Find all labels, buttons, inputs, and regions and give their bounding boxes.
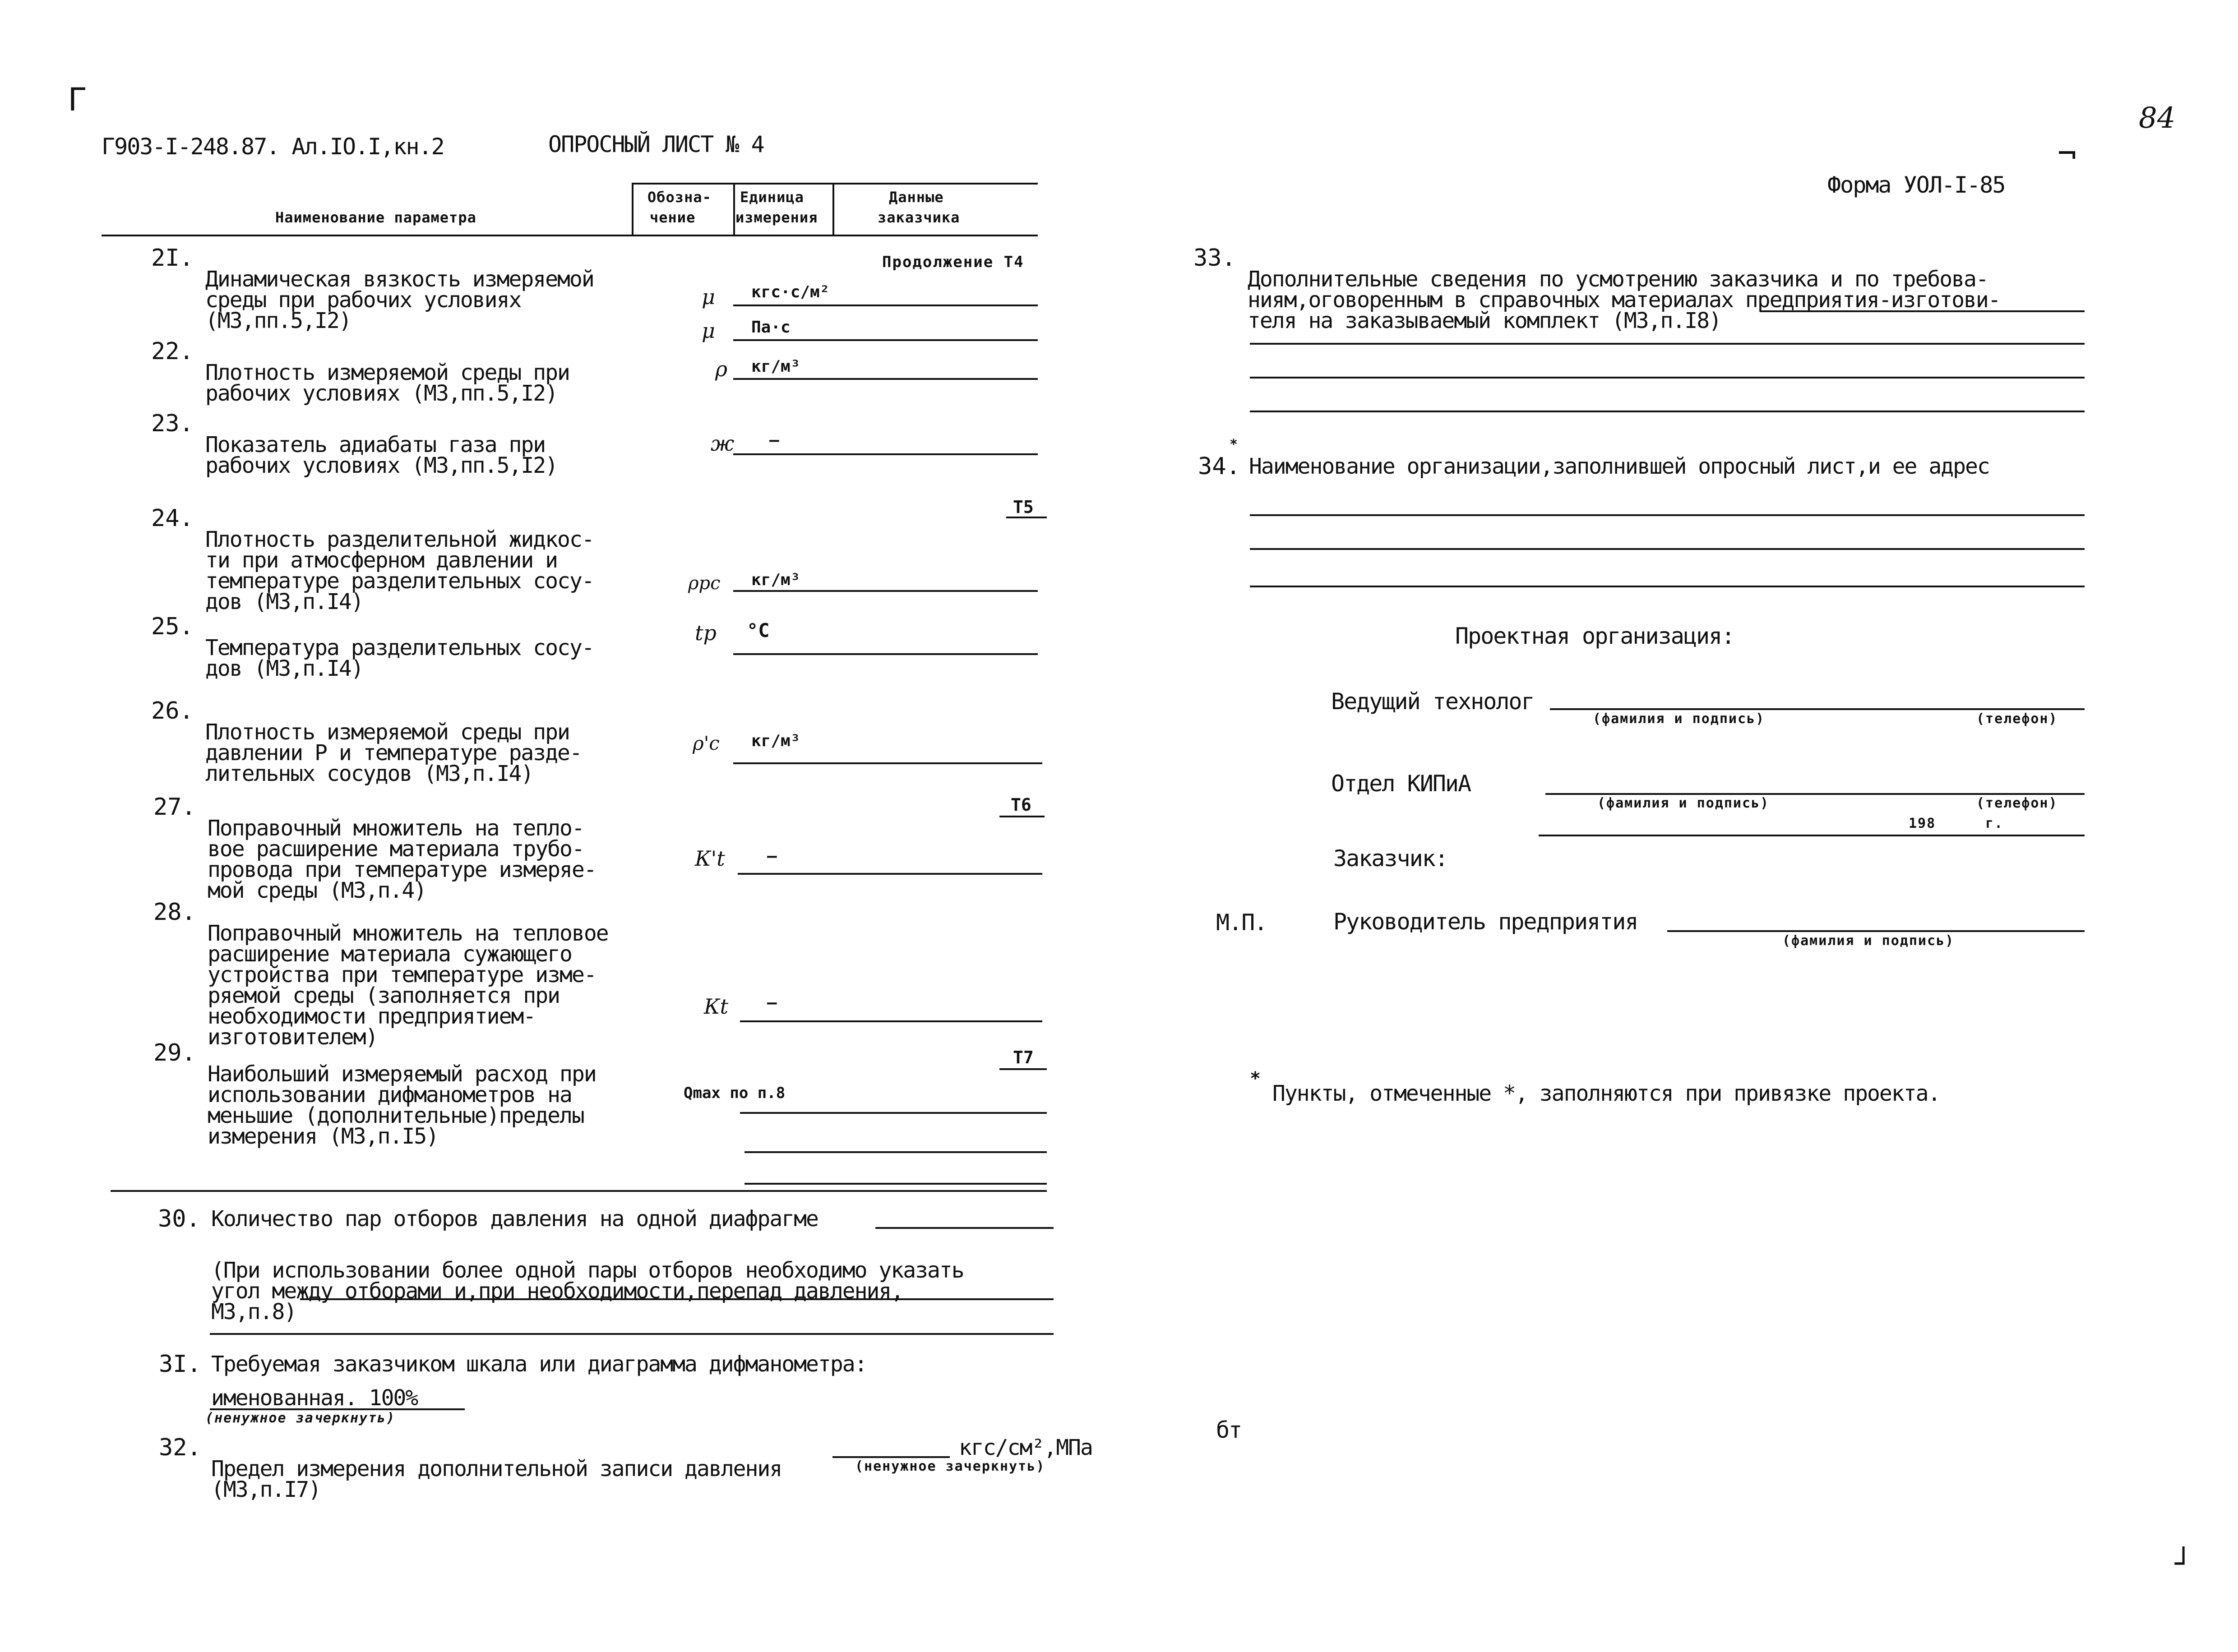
year-value: 198 [1909,816,1936,831]
table-ref-t7-underline [999,1068,1047,1070]
table-col-divider-3 [832,183,834,235]
field-line-date[interactable] [1539,835,2085,836]
item-23-line-2: рабочих условиях (МЗ,пп.5,I2) [205,453,558,478]
item-29-line-4: измерения (МЗ,п.I5) [208,1124,439,1149]
lead-tech-fio-caption: (фамилия и подпись) [1593,711,1765,727]
value-kt-prime: – [767,847,777,865]
lead-tech-label: Ведущий технолог [1331,688,1534,715]
item-30-line-1: (При использовании более одной пары отборов необходимо указать [211,1258,964,1283]
field-line-item-32[interactable] [832,1456,950,1458]
field-line-item-30[interactable] [875,1227,1054,1229]
item-28-line-6: изготовителем) [208,1024,378,1050]
symbol-tp: tр [695,621,717,645]
item-29-line-2: использовании дифманометров на [208,1082,572,1107]
field-line-item-33-d[interactable] [1250,411,2085,412]
field-line-item-30-b[interactable] [300,1298,1054,1300]
item-25-line-1: Температура разделительных сосу- [205,635,594,660]
col-header-data-1: Данные [889,189,944,206]
item-21-line-3: (МЗ,пп.5,I2) [205,308,351,333]
table-ref-t5-underline [1006,517,1047,518]
item-24-line-3: температуре разделительных сосу- [205,568,594,594]
col-header-unit-2: измерения [735,209,818,226]
item-22-line-1: Плотность измеряемой среды при [205,360,569,385]
item-23-number: 23. [151,410,194,437]
section-divider [111,1190,1047,1192]
field-line-rho-pc[interactable] [733,590,1038,592]
item-21-line-2: среды при рабочих условиях [205,287,521,313]
item-27-line-4: мой среды (МЗ,п.4) [208,878,426,903]
item-33-line-2: ниям,оговоренным в справочных материалах предприятия-изготови- [1248,287,2000,313]
item-26-line-2: давлении Р и температуре разде- [205,740,582,766]
item-27-number: 27. [153,794,196,821]
kip-dept-label: Отдел КИПиА [1331,771,1471,797]
col-header-symbol-1: Обозна- [647,189,712,206]
table-top-line [632,183,1038,185]
field-line-kt[interactable] [740,1020,1042,1022]
symbol-rho-c: ρ'с [693,732,720,754]
field-line-kt-prime[interactable] [738,873,1042,875]
symbol-kt: Кt [704,994,729,1019]
item-21-number: 2I. [151,245,194,272]
col-header-symbol-2: чение [650,209,696,226]
item-21-line-1: Динамическая вязкость измеряемой [205,267,594,292]
col-header-unit-1: Единица [740,189,804,206]
item-31-value: именованная. 100% [211,1385,418,1411]
continuation-label: Продолжение Т4 [882,253,1024,271]
form-code: Форма УОЛ-I-85 [1827,172,2005,198]
item-23-line-1: Показатель адиабаты газа при [205,432,546,457]
field-line-item-34-a[interactable] [1250,514,2085,516]
item-22-number: 22. [151,338,194,365]
item-25-line-2: дов (МЗ,п.I4) [205,656,363,681]
item-24-line-4: дов (МЗ,п.I4) [205,589,363,614]
symbol-mu-1: μ [702,285,715,309]
table-ref-t6: Т6 [1011,795,1031,815]
table-ref-t7: Т7 [1013,1047,1034,1067]
footnote-star: * [1250,1068,1262,1089]
item-22-line-2: рабочих условиях (МЗ,пп.5,I2) [205,381,558,406]
year-suffix: г. [1985,816,2004,831]
bottom-mark: бт [1216,1417,1242,1443]
item-28-line-1: Поправочный множитель на тепловое [208,921,608,946]
table-col-divider-2 [733,183,735,235]
item-26-text [205,700,582,806]
item-27-line-3: провода при температуре измеряе- [208,857,596,882]
table-ref-t5: Т5 [1013,497,1034,517]
item-32-text [211,1437,781,1522]
item-28-line-4: ряемой среды (заполняется при [208,983,560,1008]
unit-tp: °С [747,619,770,641]
item-30-title: Количество пар отборов давления на одной диафрагме [211,1206,818,1232]
field-line-mu-2[interactable] [733,339,1038,341]
lead-tech-phone-caption: (телефон) [1976,711,2058,727]
mp-label: М.П. [1216,909,1267,936]
item-25-text [205,616,594,701]
item-23-text [205,413,557,498]
field-line-item-34-c[interactable] [1250,586,2085,587]
field-line-head[interactable] [1667,930,2085,932]
field-line-item-33-c[interactable] [1250,377,2085,378]
item-26-line-3: лительных сосудов (МЗ,п.I4) [205,761,533,786]
item-34-title: Наименование организации,заполнившей опросный лист,и ее адрес [1249,454,1989,479]
table-ref-t6-underline [999,816,1045,817]
item-26-line-1: Плотность измеряемой среды при [205,720,569,745]
field-line-item-34-b[interactable] [1250,548,2085,550]
design-org-label: Проектная организация: [1455,623,1734,649]
corner-mark-top-left: Г [68,81,87,118]
field-line-rho-c[interactable] [733,762,1042,764]
unit-mu-2: Па·с [751,318,791,337]
item-31-note: (ненужное зачеркнуть) [205,1410,396,1426]
item-29-number: 29. [153,1039,196,1066]
item-34-number: 34. [1198,453,1240,480]
item-33-number: 33. [1193,245,1236,272]
corner-mark-top-right: ¬ [2058,135,2077,172]
field-line-qmax-1[interactable] [740,1112,1047,1114]
item-33-line-3: теля на заказываемый комплект (МЗ,п.I8) [1248,308,1721,333]
item-24-number: 24. [151,505,194,532]
unit-rho-pc: кг/м³ [751,571,800,589]
table-col-divider-1 [632,183,633,235]
unit-rho: кг/м³ [751,357,800,376]
symbol-mu-2: μ [702,318,715,343]
field-line-tp[interactable] [733,653,1038,655]
field-line-item-33-a[interactable] [1760,310,2085,312]
symbol-kt-prime: К't [695,846,725,871]
doc-code: Г903-I-248.87. Ал.IO.I,кн.2 [102,134,444,160]
item-32-note: (ненужное зачеркнуть) [855,1458,1045,1474]
col-header-name: Наименование параметра [275,209,476,226]
field-line-qmax-2[interactable] [744,1151,1047,1153]
item-32-number: 32. [159,1434,201,1461]
symbol-kappa: ж [711,431,735,456]
field-line-rho[interactable] [733,378,1038,380]
item-30-number: 30. [158,1205,200,1232]
field-line-kappa[interactable] [733,453,1038,455]
item-27-line-1: Поправочный множитель на тепло- [208,816,584,841]
item-30-line-2: угол между отборами и,при необходимости,перепад давления, [211,1278,903,1304]
item-28-number: 28. [153,899,196,926]
item-31-number: 3I. [159,1351,201,1378]
field-line-item-33-b[interactable] [1250,343,2085,345]
field-line-kip-dept[interactable] [1545,793,2085,795]
unit-rho-c: кг/м³ [751,732,800,750]
field-line-qmax-3[interactable] [744,1183,1047,1185]
unit-mu-1: кгс·с/м² [751,283,830,301]
item-28-line-2: расширение материала сужающего [208,941,572,967]
item-31-title: Требуемая заказчиком шкала или диаграмма дифманометра: [211,1352,867,1377]
field-line-lead-tech[interactable] [1550,708,2085,710]
col-header-data-2: заказчика [878,209,960,226]
corner-mark-bottom-right: ┘ [2175,1547,2192,1581]
item-29-line-1: Наибольший измеряемый расход при [208,1061,596,1087]
item-21-text [205,247,594,353]
head-label: Руководитель предприятия [1333,909,1638,935]
item-33-text [1248,247,2000,353]
item-25-number: 25. [151,613,194,640]
item-24-line-2: ти при атмосферном давлении и [205,548,558,573]
kip-dept-fio-caption: (фамилия и подпись) [1597,795,1770,811]
item-32-units: кгс/см²,МПа [959,1435,1092,1460]
item-24-text [205,508,594,634]
symbol-rho: ρ [715,357,728,381]
head-fio-caption: (фамилия и подпись) [1782,933,1955,949]
item-28-line-5: необходимости предприятием- [208,1004,536,1029]
customer-label: Заказчик: [1333,845,1447,872]
table-header-bottom-line [102,235,1038,236]
symbol-qmax: Qmax по п.8 [684,1084,786,1102]
item-30-line-3: МЗ,п.8) [211,1299,296,1324]
value-kappa: – [769,431,779,449]
item-28-line-3: устройства при температуре изме- [208,962,596,988]
symbol-rho-pc: ρрс [688,573,721,594]
item-33-line-1: Дополнительные сведения по усмотрению заказчика и по требова- [1248,267,1988,292]
item-29-line-3: меньшие (дополнительные)пределы [208,1103,584,1128]
sheet-title: ОПРОСНЫЙ ЛИСТ № 4 [548,131,764,157]
value-kt: – [767,993,777,1012]
item-30-note [211,1238,964,1344]
item-29-text [208,1042,596,1168]
item-32-line-2: (МЗ,п.I7) [211,1477,321,1502]
footnote-text: Пункты, отмеченные *, заполняются при привязке проекта. [1272,1081,1940,1106]
item-32-line-1: Предел измерения дополнительной записи давления [211,1456,782,1481]
kip-dept-phone-caption: (телефон) [1976,795,2058,811]
field-line-mu-1[interactable] [733,305,1038,306]
field-line-item-30-c[interactable] [210,1333,1054,1335]
item-34-star: * [1230,437,1239,452]
item-27-line-2: вое расширение материала трубо- [208,836,584,862]
page-number: 84 [2139,102,2176,135]
item-26-number: 26. [151,697,194,724]
item-24-line-1: Плотность разделительной жидкос- [205,527,594,552]
